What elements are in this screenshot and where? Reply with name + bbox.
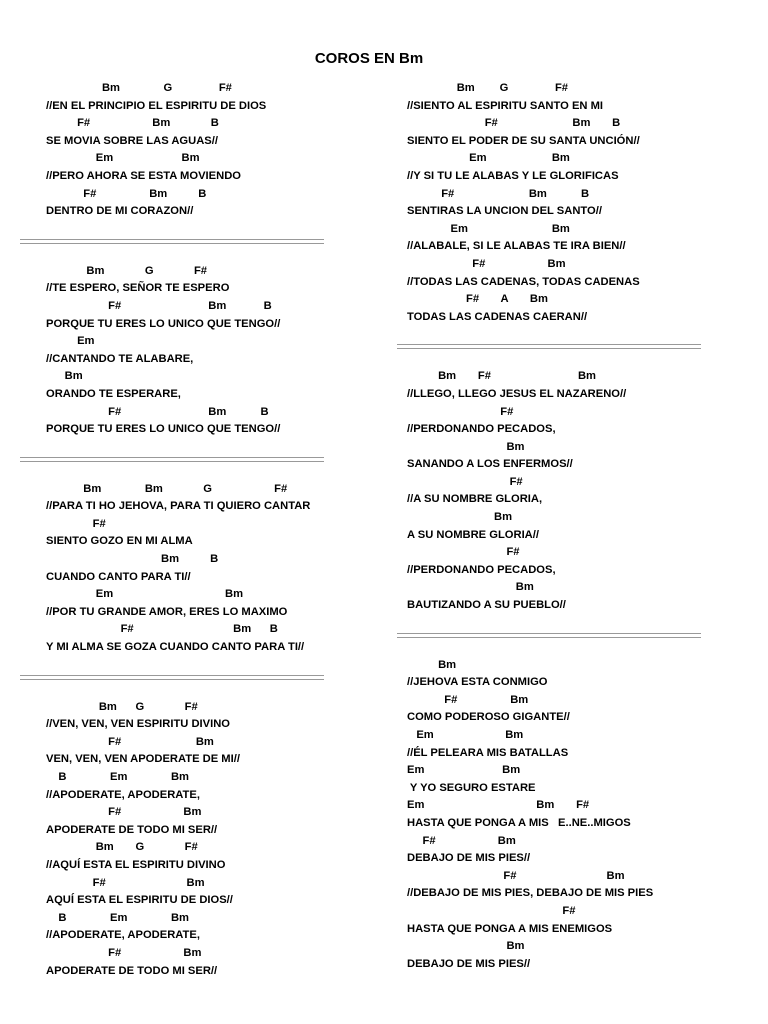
chord-line: F# Bm B: [46, 405, 269, 418]
chord-line: Bm B: [46, 553, 219, 566]
section-divider: [397, 633, 701, 638]
chord-line: F#: [407, 405, 514, 418]
chord-line: F# Bm: [407, 869, 625, 882]
song-block: [46, 481, 366, 657]
lyric-line: DENTRO DE MI CORAZON//: [46, 205, 194, 218]
song-block: [407, 80, 727, 326]
chord-line: B Em Bm: [46, 911, 189, 924]
chord-line: F# Bm: [407, 693, 529, 706]
chord-line: F# A Bm: [407, 293, 548, 306]
lyric-line: HASTA QUE PONGA A MIS ENEMIGOS: [407, 922, 613, 935]
section-divider: [20, 239, 324, 244]
chord-line: F# Bm: [46, 946, 202, 959]
chord-line: Bm: [407, 440, 525, 453]
chord-line: F# Bm B: [46, 187, 207, 200]
chord-line: Bm: [407, 658, 457, 671]
lyric-line: HASTA QUE PONGA A MIS E..NE..MIGOS: [407, 816, 631, 829]
chord-line: Bm G F#: [46, 82, 232, 94]
chord-line: Bm G F#: [46, 841, 198, 854]
lyric-line: COMO PODEROSO GIGANTE//: [407, 711, 570, 724]
chord-line: Bm: [407, 940, 525, 953]
lyric-line: //DEBAJO DE MIS PIES, DEBAJO DE MIS PIES: [407, 887, 654, 900]
lyric-line: APODERATE DE TODO MI SER//: [46, 823, 218, 836]
chord-line: Bm: [407, 511, 513, 524]
lyric-line: //EN EL PRINCIPIO EL ESPIRITU DE DIOS: [46, 99, 267, 112]
lyric-line: //TE ESPERO, SEÑOR TE ESPERO: [46, 282, 230, 295]
lyric-line: //PARA TI HO JEHOVA, PARA TI QUIERO CANTAR: [46, 500, 311, 513]
lyric-line: SENTIRAS LA UNCION DEL SANTO//: [407, 205, 602, 218]
lyric-line: TODAS LAS CADENAS CAERAN//: [407, 310, 588, 323]
chord-line: B Em Bm: [46, 771, 189, 783]
lyric-line: APODERATE DE TODO MI SER//: [46, 964, 218, 977]
lyric-line: //APODERATE, APODERATE,: [46, 929, 200, 942]
section-divider: [20, 457, 324, 462]
song-block: [46, 699, 366, 981]
chord-line: Bm G F#: [46, 264, 208, 277]
song-block: [46, 80, 366, 221]
chord-line: F# Bm: [407, 257, 566, 270]
chord-line: Em Bm F#: [407, 799, 590, 812]
chord-line: Bm F# Bm: [407, 370, 596, 383]
chord-line: F# Bm: [407, 834, 516, 847]
lyric-line: //VEN, VEN, VEN ESPIRITU DIVINO: [46, 718, 231, 731]
lyric-line: //SIENTO AL ESPIRITU SANTO EN MI: [407, 99, 604, 112]
lyric-line: SE MOVIA SOBRE LAS AGUAS//: [46, 134, 218, 147]
page-title: COROS EN Bm: [314, 50, 424, 67]
chord-line: F#: [407, 546, 520, 559]
lyric-line: BAUTIZANDO A SU PUEBLO//: [407, 599, 566, 612]
lyric-line: //PERDONANDO PECADOS,: [407, 563, 556, 576]
lyric-line: //A SU NOMBRE GLORIA,: [407, 493, 543, 506]
chord-line: Em Bm: [46, 588, 244, 601]
chord-line: F# Bm B: [407, 187, 590, 200]
lyric-line: //Y SI TU LE ALABAS Y LE GLORIFICAS: [407, 169, 619, 182]
lyric-line: //ALABALE, SI LE ALABAS TE IRA BIEN//: [407, 240, 626, 253]
chord-line: F# Bm: [46, 735, 214, 748]
lyric-line: Y YO SEGURO ESTARE: [407, 781, 536, 794]
chord-line: F# Bm B: [46, 623, 278, 636]
chord-line: Bm Bm G F#: [46, 482, 288, 495]
chord-line: Em Bm: [407, 152, 570, 165]
lyric-line: A SU NOMBRE GLORIA//: [407, 528, 539, 541]
song-block: [46, 263, 366, 439]
lyric-line: VEN, VEN, VEN APODERATE DE MI//: [46, 753, 240, 766]
song-block: [407, 657, 727, 974]
lyric-line: SIENTO EL PODER DE SU SANTA UNCIÓN//: [407, 134, 640, 147]
chord-line: Em Bm: [407, 764, 521, 777]
lyric-line: ORANDO TE ESPERARE,: [46, 387, 181, 400]
chord-line: Bm: [46, 370, 83, 383]
lyric-line: DEBAJO DE MIS PIES//: [407, 957, 531, 970]
lyric-line: //TODAS LAS CADENAS, TODAS CADENAS: [407, 275, 640, 288]
lyric-line: //PERO AHORA SE ESTA MOVIENDO: [46, 169, 241, 182]
lyric-line: //APODERATE, APODERATE,: [46, 788, 200, 801]
lyric-line: AQUÍ ESTA EL ESPIRITU DE DIOS//: [46, 894, 233, 907]
lyric-line: //POR TU GRANDE AMOR, ERES LO MAXIMO: [46, 605, 288, 618]
chord-line: F# Bm: [46, 876, 205, 889]
chord-line: F# Bm B: [46, 117, 219, 130]
lyric-line: Y MI ALMA SE GOZA CUANDO CANTO PARA TI//: [46, 641, 305, 654]
chord-line: F# Bm: [46, 806, 202, 819]
chord-line: F#: [46, 517, 106, 530]
lyric-line: CUANDO CANTO PARA TI//: [46, 570, 191, 583]
chord-line: F#: [407, 475, 523, 488]
chord-line: Em Bm: [407, 222, 570, 235]
lyric-line: //LLEGO, LLEGO JESUS EL NAZARENO//: [407, 387, 627, 400]
lyric-line: PORQUE TU ERES LO UNICO QUE TENGO//: [46, 423, 281, 436]
lyric-line: SANANDO A LOS ENFERMOS//: [407, 458, 573, 471]
chord-line: F#: [407, 904, 576, 917]
lyric-line: DEBAJO DE MIS PIES//: [407, 852, 531, 865]
lyric-line: PORQUE TU ERES LO UNICO QUE TENGO//: [46, 317, 281, 330]
right-column: [407, 80, 727, 973]
chord-line: F# Bm B: [46, 299, 272, 312]
chord-line: Em: [46, 335, 95, 348]
section-divider: [397, 344, 701, 349]
lyric-line: //JEHOVA ESTA CONMIGO: [407, 676, 548, 689]
chord-line: Bm: [407, 581, 534, 594]
lyric-line: //PERDONANDO PECADOS,: [407, 423, 556, 436]
chord-line: Em Bm: [407, 729, 524, 741]
lyric-line: //ÉL PELEARA MIS BATALLAS: [407, 746, 569, 759]
left-column: [46, 80, 366, 980]
chord-line: F# Bm B: [407, 117, 621, 130]
lyric-line: SIENTO GOZO EN MI ALMA: [46, 535, 193, 548]
lyric-line: //CANTANDO TE ALABARE,: [46, 352, 194, 365]
lyric-line: //AQUÍ ESTA EL ESPIRITU DIVINO: [46, 858, 226, 871]
song-block: [407, 368, 727, 614]
section-divider: [20, 675, 324, 680]
chord-line: Em Bm: [46, 152, 200, 165]
chord-line: Bm G F#: [46, 700, 198, 713]
chord-line: Bm G F#: [407, 82, 569, 94]
